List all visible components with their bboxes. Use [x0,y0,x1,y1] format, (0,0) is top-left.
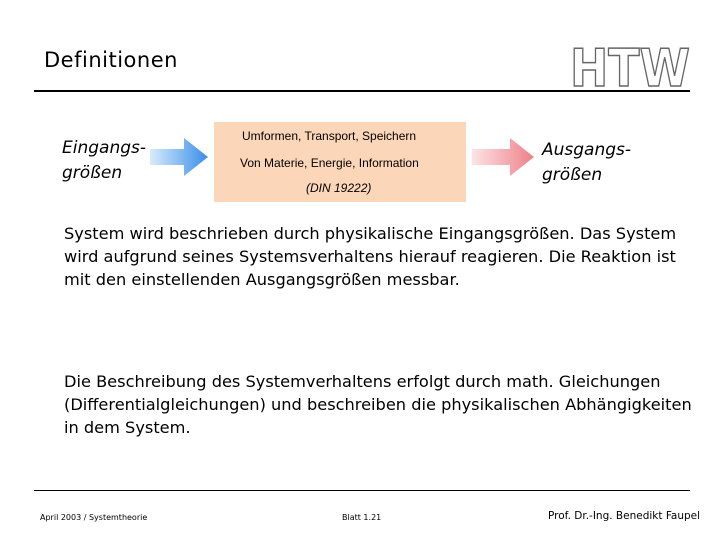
paragraph-system-description: System wird beschrieben durch physikalische Eingangsgrößen. Das System wird aufgrund seines Systemsverhaltens hierauf reagieren. Die Reaktion ist mit den einstellenden Ausgangsgrößen messbar. [64,224,677,289]
input-arrow-icon [150,136,208,178]
output-arrow-icon [472,136,534,178]
output-label [542,138,662,188]
system-box [214,122,466,202]
footer-divider [34,490,690,491]
paragraph-system-behavior: Die Beschreibung des Systemverhaltens erfolgt durch math. Gleichungen (Differentialgleichungen) und beschreiben die physikalischen Abhängigkeiten in dem System. [64,372,692,437]
system-box-line-2: Von Materie, Energie, Information [240,156,419,170]
logo-text: HTW [570,39,690,99]
footer-author: Prof. Dr.-Ing. Benedikt Faupel [548,510,701,522]
footer-page-number: Blatt 1.21 [342,513,382,522]
output-label-text: Ausgangs- größen [542,140,632,185]
system-box-line-1: Umformen, Transport, Speichern [242,129,417,143]
footer-date-course: April 2003 / Systemtheorie [40,513,148,522]
input-label-text: Eingangs- größen [62,138,147,183]
slide-title: Definitionen [44,48,178,72]
title-divider [34,90,690,92]
htw-logo [568,39,692,99]
system-box-norm: (DIN 19222) [306,181,372,195]
